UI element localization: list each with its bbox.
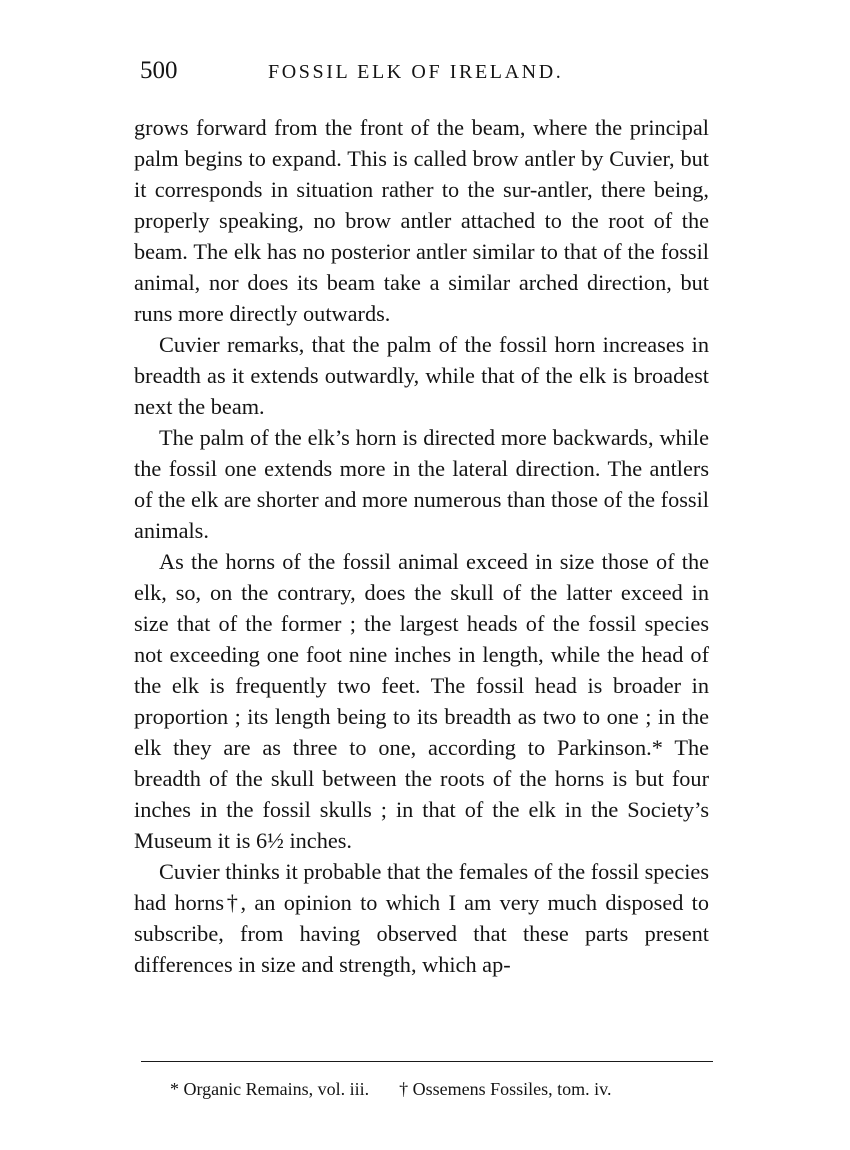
footnote-1: * Organic Remains, vol. iii. [170,1079,370,1099]
paragraph-4: As the horns of the fossil animal exceed in size those of the elk, so, on the contrary, does the skull of the latter exceed in size that of the former ; the largest heads of the fossil species not exceeding one foot nine inches in length, while the head of the elk is frequently two feet. The fossil head is broader in proportion ; its length being to its breadth as two to one ; in the elk they are as three to one, according to Parkinson.* The breadth of the skull between the roots of the horns is but four inches in the fossil skulls ; in that of the elk in the Society’s Museum it is 6½ inches. [134,549,709,853]
paragraph-3: The palm of the elk’s horn is directed more backwards, while the fossil one extends more in the lateral direction. The antlers of the elk are shorter and more numerous than those of the fossil animals. [134,425,709,543]
paragraph-5: Cuvier thinks it probable that the females of the fossil species had horns†, an opinion to which I am very much disposed to subscribe, from having observed that these parts present differences in size and strength, which ap- [134,859,709,977]
paragraph-1: grows forward from the front of the beam, where the principal palm begins to expand. This is called brow antler by Cuvier, but it corresponds in situation rather to the sur-antler, there being, properly speaking, no brow antler attached to the root of the beam. The elk has no posterior antler similar to that of the fossil animal, nor does its beam take a similar arched direction, but runs more directly outwards. [134,115,709,326]
running-title: FOSSIL ELK OF IRELAND. [268,61,564,83]
footnote-2: † Ossemens Fossiles, tom. iv. [399,1079,612,1099]
page-number: 500 [140,57,178,84]
footnote-rule [141,1061,713,1062]
page-header [140,56,715,90]
paragraph-2: Cuvier remarks, that the palm of the fossil horn increases in breadth as it extends outwardly, while that of the elk is broadest next the beam. [134,332,709,419]
footnotes [170,1077,700,1101]
body-text [134,112,709,980]
